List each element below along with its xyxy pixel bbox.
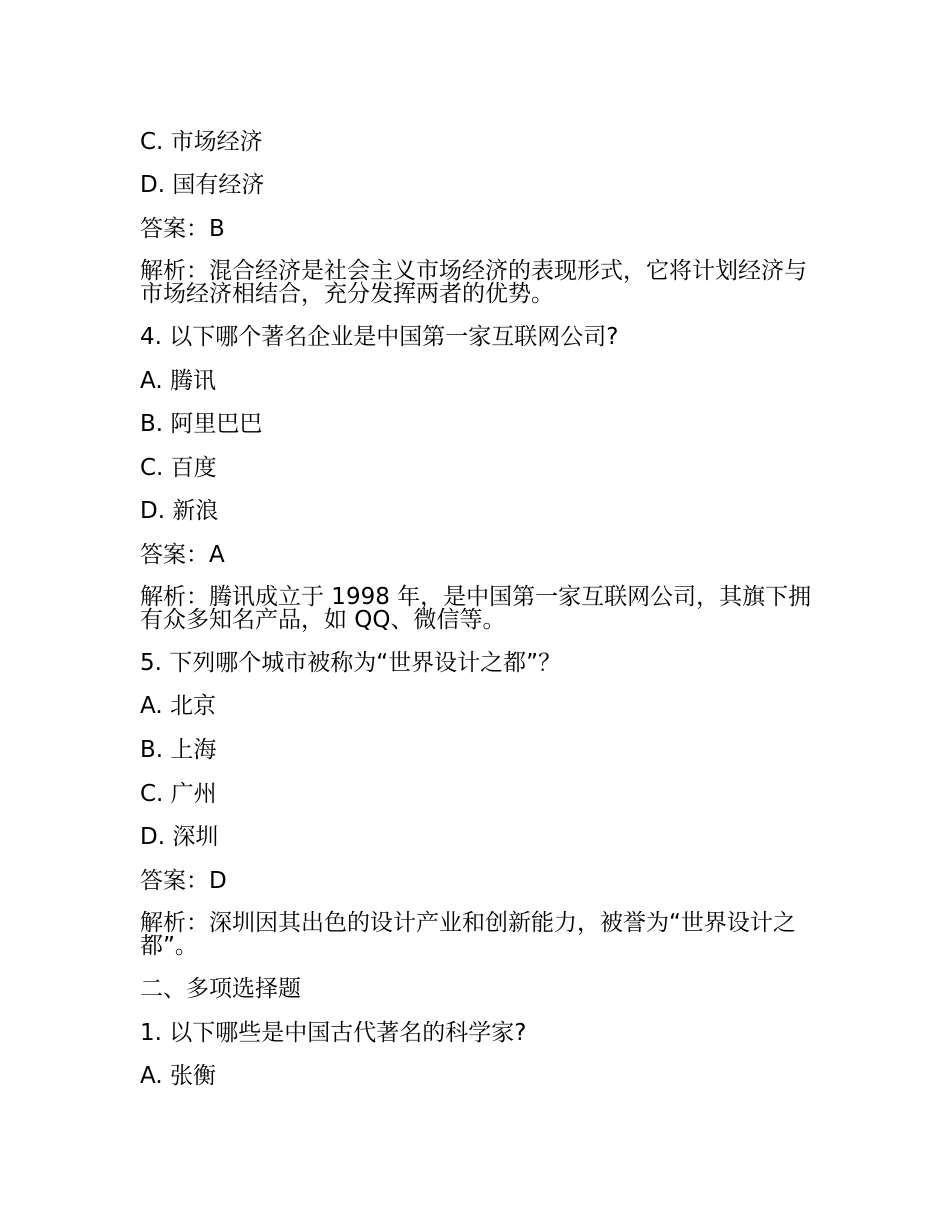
q5-option-b: B. 上海 bbox=[140, 737, 217, 763]
q4-option-c: C. 百度 bbox=[140, 455, 217, 481]
answer-q4: 答案：A bbox=[140, 542, 225, 568]
question-4: 4. 以下哪个著名企业是中国第一家互联网公司? bbox=[140, 324, 619, 350]
option-c-market-economy: C. 市场经济 bbox=[140, 129, 263, 155]
explanation-q4: 解析：腾讯成立于 1998 年，是中国第一家互联网公司，其旗下拥有众多知名产品，如 QQ、微信等。 bbox=[140, 584, 812, 633]
multi-question-1: 1. 以下哪些是中国古代著名的科学家? bbox=[140, 1020, 527, 1046]
section-heading-multiple-choice: 二、多项选择题 bbox=[140, 976, 301, 1002]
answer-q5: 答案：D bbox=[140, 868, 227, 894]
explanation-q3: 解析：混合经济是社会主义市场经济的表现形式，它将计划经济与市场经济相结合，充分发挥两者的优势。 bbox=[140, 258, 807, 307]
explanation-q5: 解析：深圳因其出色的设计产业和创新能力，被誉为“世界设计之都”。 bbox=[140, 910, 796, 959]
q4-option-a: A. 腾讯 bbox=[140, 368, 216, 394]
q4-option-b: B. 阿里巴巴 bbox=[140, 411, 263, 437]
question-5: 5. 下列哪个城市被称为“世界设计之都”？ bbox=[140, 650, 562, 676]
q4-option-d: D. 新浪 bbox=[140, 498, 219, 524]
multi-q1-option-a: A. 张衡 bbox=[140, 1063, 216, 1089]
answer-q3: 答案：B bbox=[140, 216, 225, 242]
q5-option-a: A. 北京 bbox=[140, 693, 216, 719]
option-d-state-economy: D. 国有经济 bbox=[140, 172, 265, 198]
q5-option-d: D. 深圳 bbox=[140, 824, 219, 850]
q5-option-c: C. 广州 bbox=[140, 781, 217, 807]
